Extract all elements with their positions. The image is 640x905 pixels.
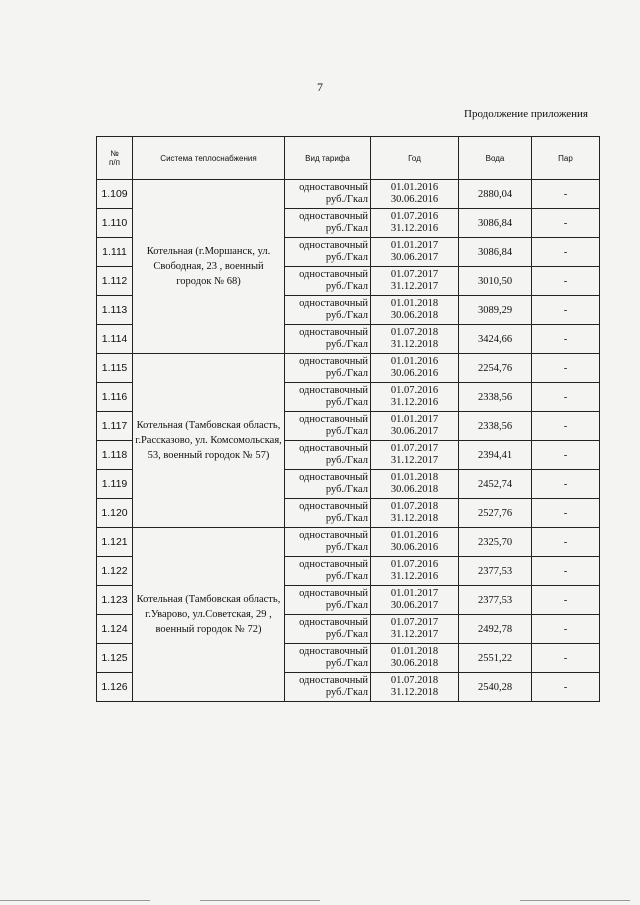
steam-tariff: - — [532, 296, 600, 325]
steam-tariff: - — [532, 267, 600, 296]
period-start: 01.07.2017 — [390, 443, 439, 454]
period-end: 31.12.2018 — [390, 339, 439, 350]
steam-tariff: - — [532, 325, 600, 354]
tariff-type-unit: руб./Гкал — [325, 600, 368, 611]
table-row — [97, 528, 600, 557]
tariff-period — [371, 383, 459, 412]
tariff-type — [285, 673, 371, 702]
period-end: 30.06.2018 — [390, 484, 439, 495]
period-start: 01.07.2017 — [390, 617, 439, 628]
period-end: 31.12.2017 — [390, 281, 439, 292]
period-start: 01.07.2016 — [390, 559, 439, 570]
period-start: 01.01.2018 — [390, 646, 439, 657]
water-tariff: 2338,56 — [459, 383, 532, 412]
water-tariff: 3424,66 — [459, 325, 532, 354]
water-tariff: 2540,28 — [459, 673, 532, 702]
footer-rule — [520, 900, 630, 901]
header-water: Вода — [459, 137, 532, 180]
tariff-type-kind: одноставочный — [299, 675, 368, 686]
tariff-table — [96, 136, 600, 702]
row-number: 1.119 — [97, 470, 133, 499]
tariff-period — [371, 325, 459, 354]
tariff-type-unit: руб./Гкал — [325, 658, 368, 669]
steam-tariff: - — [532, 673, 600, 702]
footer-rule — [200, 900, 320, 901]
period-end: 31.12.2016 — [390, 571, 439, 582]
row-number: 1.125 — [97, 644, 133, 673]
steam-tariff: - — [532, 441, 600, 470]
tariff-period — [371, 644, 459, 673]
row-number: 1.114 — [97, 325, 133, 354]
tariff-type-kind: одноставочный — [299, 472, 368, 483]
tariff-type-unit: руб./Гкал — [325, 542, 368, 553]
period-end: 31.12.2016 — [390, 397, 439, 408]
tariff-period — [371, 412, 459, 441]
period-end: 30.06.2018 — [390, 658, 439, 669]
steam-tariff: - — [532, 238, 600, 267]
tariff-type — [285, 412, 371, 441]
header-type: Вид тарифа — [285, 137, 371, 180]
tariff-type-kind: одноставочный — [299, 559, 368, 570]
period-end: 31.12.2018 — [390, 513, 439, 524]
tariff-type-kind: одноставочный — [299, 356, 368, 367]
period-start: 01.01.2017 — [390, 588, 439, 599]
tariff-period — [371, 209, 459, 238]
period-end: 31.12.2018 — [390, 687, 439, 698]
row-number: 1.121 — [97, 528, 133, 557]
row-number: 1.123 — [97, 586, 133, 615]
water-tariff: 3089,29 — [459, 296, 532, 325]
tariff-type-kind: одноставочный — [299, 646, 368, 657]
water-tariff: 3010,50 — [459, 267, 532, 296]
tariff-type-kind: одноставочный — [299, 182, 368, 193]
steam-tariff: - — [532, 209, 600, 238]
tariff-period — [371, 470, 459, 499]
row-number: 1.115 — [97, 354, 133, 383]
period-start: 01.07.2016 — [390, 211, 439, 222]
row-number: 1.117 — [97, 412, 133, 441]
heating-system: Котельная (Тамбовская область, г.Рассказово, ул. Комсомольская, 53, военный городок № 57) — [133, 354, 285, 528]
tariff-type-unit: руб./Гкал — [325, 455, 368, 466]
tariff-period — [371, 673, 459, 702]
tariff-type-unit: руб./Гкал — [325, 397, 368, 408]
tariff-type — [285, 528, 371, 557]
tariff-type-kind: одноставочный — [299, 530, 368, 541]
water-tariff: 2394,41 — [459, 441, 532, 470]
period-start: 01.07.2018 — [390, 675, 439, 686]
water-tariff: 2325,70 — [459, 528, 532, 557]
period-end: 31.12.2017 — [390, 629, 439, 640]
tariff-type — [285, 296, 371, 325]
steam-tariff: - — [532, 528, 600, 557]
header-num-line1: № — [110, 149, 119, 158]
period-end: 30.06.2016 — [390, 368, 439, 379]
steam-tariff: - — [532, 354, 600, 383]
tariff-period — [371, 267, 459, 296]
tariff-type-unit: руб./Гкал — [325, 223, 368, 234]
steam-tariff: - — [532, 615, 600, 644]
header-steam: Пар — [532, 137, 600, 180]
period-start: 01.01.2016 — [390, 530, 439, 541]
tariff-type — [285, 441, 371, 470]
water-tariff: 2527,76 — [459, 499, 532, 528]
water-tariff: 2492,78 — [459, 615, 532, 644]
row-number: 1.109 — [97, 180, 133, 209]
steam-tariff: - — [532, 586, 600, 615]
footer-rule — [0, 900, 150, 901]
tariff-type-unit: руб./Гкал — [325, 426, 368, 437]
tariff-type-kind: одноставочный — [299, 298, 368, 309]
tariff-type — [285, 557, 371, 586]
header-system: Система теплоснабжения — [133, 137, 285, 180]
tariff-type — [285, 325, 371, 354]
row-number: 1.120 — [97, 499, 133, 528]
water-tariff: 2377,53 — [459, 586, 532, 615]
tariff-period — [371, 180, 459, 209]
water-tariff: 3086,84 — [459, 209, 532, 238]
water-tariff: 2338,56 — [459, 412, 532, 441]
tariff-period — [371, 528, 459, 557]
water-tariff: 2452,74 — [459, 470, 532, 499]
tariff-type-unit: руб./Гкал — [325, 571, 368, 582]
tariff-type-kind: одноставочный — [299, 501, 368, 512]
period-start: 01.01.2016 — [390, 182, 439, 193]
header-num-line2: п/п — [109, 158, 120, 167]
tariff-period — [371, 354, 459, 383]
table-row — [97, 180, 600, 209]
water-tariff: 2880,04 — [459, 180, 532, 209]
row-number: 1.112 — [97, 267, 133, 296]
period-end: 31.12.2016 — [390, 223, 439, 234]
steam-tariff: - — [532, 470, 600, 499]
tariff-type — [285, 354, 371, 383]
tariff-type-unit: руб./Гкал — [325, 484, 368, 495]
tariff-type-unit: руб./Гкал — [325, 194, 368, 205]
tariff-period — [371, 557, 459, 586]
row-number: 1.111 — [97, 238, 133, 267]
tariff-period — [371, 615, 459, 644]
period-end: 30.06.2016 — [390, 542, 439, 553]
tariff-type — [285, 615, 371, 644]
tariff-type-kind: одноставочный — [299, 588, 368, 599]
row-number: 1.118 — [97, 441, 133, 470]
steam-tariff: - — [532, 180, 600, 209]
period-start: 01.07.2018 — [390, 501, 439, 512]
period-start: 01.01.2016 — [390, 356, 439, 367]
period-start: 01.01.2018 — [390, 472, 439, 483]
tariff-type — [285, 238, 371, 267]
tariff-type — [285, 209, 371, 238]
tariff-type-unit: руб./Гкал — [325, 339, 368, 350]
header-num — [97, 137, 133, 180]
table-row — [97, 354, 600, 383]
period-start: 01.07.2017 — [390, 269, 439, 280]
row-number: 1.113 — [97, 296, 133, 325]
steam-tariff: - — [532, 557, 600, 586]
steam-tariff: - — [532, 412, 600, 441]
steam-tariff: - — [532, 644, 600, 673]
period-end: 30.06.2018 — [390, 310, 439, 321]
tariff-type — [285, 499, 371, 528]
period-start: 01.07.2016 — [390, 385, 439, 396]
water-tariff: 2254,76 — [459, 354, 532, 383]
tariff-type-unit: руб./Гкал — [325, 252, 368, 263]
table-body — [97, 180, 600, 702]
tariff-type-kind: одноставочный — [299, 327, 368, 338]
tariff-period — [371, 296, 459, 325]
page-number: 7 — [317, 80, 323, 94]
row-number: 1.110 — [97, 209, 133, 238]
tariff-type-unit: руб./Гкал — [325, 310, 368, 321]
period-end: 30.06.2017 — [390, 426, 439, 437]
tariff-type-unit: руб./Гкал — [325, 368, 368, 379]
heating-system: Котельная (г.Моршанск, ул. Свободная, 23 , военный городок № 68) — [133, 180, 285, 354]
tariff-type-kind: одноставочный — [299, 443, 368, 454]
period-start: 01.07.2018 — [390, 327, 439, 338]
period-end: 31.12.2017 — [390, 455, 439, 466]
period-start: 01.01.2017 — [390, 240, 439, 251]
continuation-note: Продолжение приложения — [464, 108, 588, 120]
tariff-type-kind: одноставочный — [299, 269, 368, 280]
tariff-period — [371, 238, 459, 267]
table-header — [97, 137, 600, 180]
row-number: 1.126 — [97, 673, 133, 702]
row-number: 1.124 — [97, 615, 133, 644]
period-end: 30.06.2016 — [390, 194, 439, 205]
tariff-type-kind: одноставочный — [299, 385, 368, 396]
tariff-type-unit: руб./Гкал — [325, 687, 368, 698]
period-start: 01.01.2017 — [390, 414, 439, 425]
row-number: 1.116 — [97, 383, 133, 412]
header-year: Год — [371, 137, 459, 180]
tariff-period — [371, 499, 459, 528]
tariff-type — [285, 644, 371, 673]
water-tariff: 3086,84 — [459, 238, 532, 267]
tariff-type-unit: руб./Гкал — [325, 513, 368, 524]
tariff-type — [285, 180, 371, 209]
period-end: 30.06.2017 — [390, 252, 439, 263]
tariff-type — [285, 470, 371, 499]
tariff-type — [285, 586, 371, 615]
tariff-type-kind: одноставочный — [299, 414, 368, 425]
tariff-type-kind: одноставочный — [299, 240, 368, 251]
steam-tariff: - — [532, 499, 600, 528]
tariff-type-unit: руб./Гкал — [325, 281, 368, 292]
water-tariff: 2551,22 — [459, 644, 532, 673]
tariff-type-unit: руб./Гкал — [325, 629, 368, 640]
row-number: 1.122 — [97, 557, 133, 586]
tariff-type-kind: одноставочный — [299, 211, 368, 222]
period-start: 01.01.2018 — [390, 298, 439, 309]
steam-tariff: - — [532, 383, 600, 412]
tariff-period — [371, 586, 459, 615]
tariff-type — [285, 383, 371, 412]
heating-system: Котельная (Тамбовская область, г.Уварово, ул.Советская, 29 , военный городок № 72) — [133, 528, 285, 702]
tariff-type-kind: одноставочный — [299, 617, 368, 628]
tariff-type — [285, 267, 371, 296]
period-end: 30.06.2017 — [390, 600, 439, 611]
water-tariff: 2377,53 — [459, 557, 532, 586]
tariff-period — [371, 441, 459, 470]
